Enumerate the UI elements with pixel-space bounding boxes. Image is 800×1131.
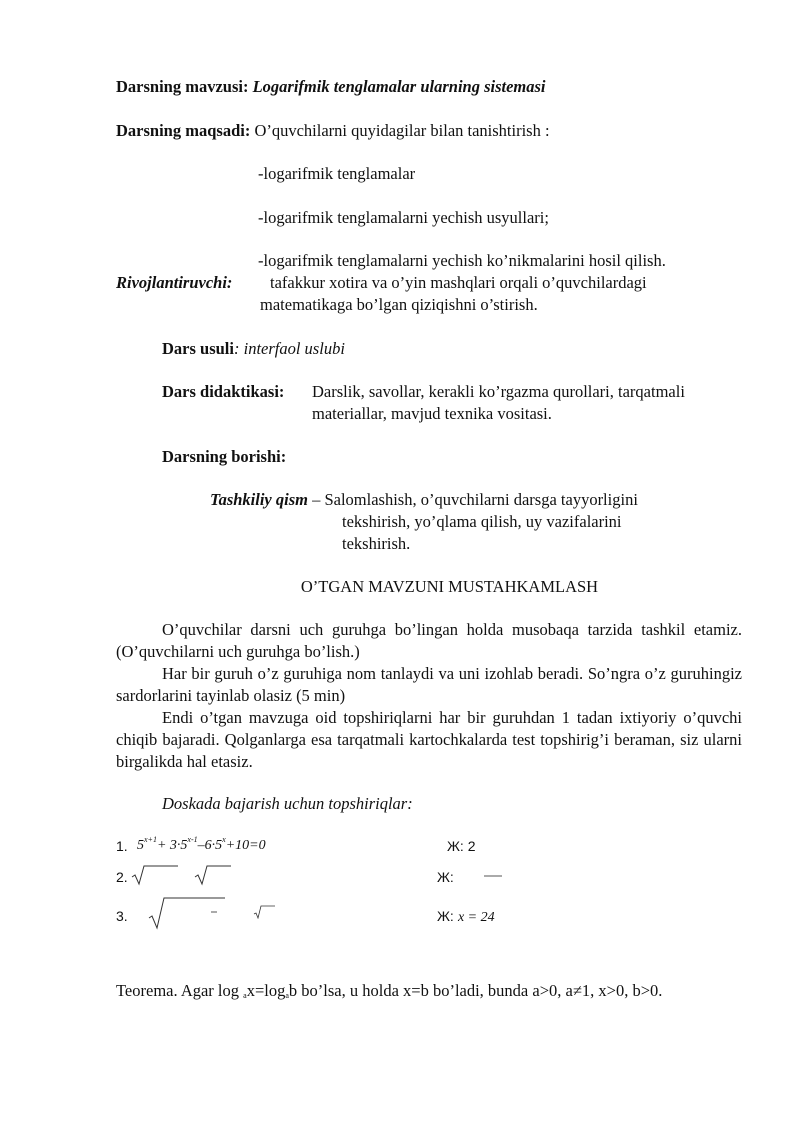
topic-line (116, 76, 546, 98)
task-equation (137, 835, 266, 857)
task-number: 3. (116, 908, 128, 924)
paragraph: Endi o’tgan mavzuga oid topshiriqlarni har bir guruhdan 1 tadan ixtiyoriy o’quvchi chiqib bajaradi. Qolganlarga esa tarqatmali kartochkalarda test topshirig’i beraman, siz ularni birgalikda hal etasiz. (116, 708, 742, 771)
topic-value: Logarifmik tenglamalar ularning sistemasi (252, 77, 546, 96)
method-label: Dars usuli (162, 339, 234, 358)
eq-exponent: x (222, 835, 226, 844)
theorem (116, 980, 662, 1002)
section-title: O’TGAN MAVZUNI MUSTAHKAMLASH (300, 577, 599, 596)
eq-exponent: x+1 (144, 835, 157, 844)
method-value: : interfaol uslubi (233, 339, 345, 358)
organizational-line (210, 489, 638, 511)
didactics-line (162, 381, 284, 403)
theorem-text: Teorema. Agar log (116, 981, 244, 1000)
task-answer (437, 905, 495, 929)
task-answer: Ж: 2 (447, 838, 476, 854)
didactics-text-2: materiallar, mavjud texnika vositasi. (312, 404, 552, 423)
eq-exponent: x-1 (187, 835, 198, 844)
theorem-text: b bo’lsa, u holda x=b bo’ladi, bunda a>0, a≠1, x>0, b>0. (288, 981, 663, 1000)
goal-line (116, 120, 550, 142)
answer-label: Ж: (437, 908, 454, 924)
goal-item: -logarifmik tenglamalarni yechish ko’nikmalarini hosil qilish. (258, 251, 666, 270)
theorem-text: x=log (246, 981, 286, 1000)
goal-item: -logarifmik tenglamalarni yechish usyullari; (258, 208, 549, 227)
eq-term: + 3·5 (156, 838, 188, 853)
organizational-text-3: tekshirish. (342, 534, 411, 553)
sqrt-symbol (147, 896, 227, 930)
organizational-dash: – (307, 490, 325, 509)
organizational-text-2: tekshirish, yo’qlama qilish, uy vazifalarini (342, 512, 622, 531)
tasks-heading: Doskada bajarish uchun topshiriqlar: (162, 794, 413, 813)
paragraph: O’quvchilar darsni uch guruhga bo’lingan holda musobaqa tarzida tashkil etamiz. (O’quvchilarni uch guruhga bo’lish.) (116, 620, 742, 661)
sqrt-symbol (130, 864, 180, 886)
answer-value: x = 24 (457, 910, 495, 925)
task-answer: Ж: (437, 869, 454, 885)
task-number: 2. (116, 869, 128, 885)
paragraph: Har bir guruh o’z guruhiga nom tanlaydi va uni izohlab beradi. So’ngra o’z guruhingiz sardorlarini tayinlab olasiz (5 min) (116, 664, 742, 705)
didactics-label: Dars didaktikasi: (162, 382, 285, 401)
didactics-text-1: Darslik, savollar, kerakli ko’rgazma qurollari, tarqatmali (312, 382, 685, 401)
sqrt-symbol (253, 905, 277, 919)
minus-sign (211, 911, 217, 913)
goal-value: O’quvchilarni quyidagilar bilan tanishtirish : (254, 121, 550, 140)
topic-label: Darsning mavzusi: (116, 77, 249, 96)
eq-term: –6·5 (197, 838, 223, 853)
fraction-bar (484, 875, 502, 877)
developmental-line (116, 272, 232, 294)
eq-term: +10=0 (225, 838, 266, 853)
log-base: a (285, 991, 289, 1000)
eq-term: 5 (137, 838, 144, 853)
task-number: 1. (116, 838, 128, 854)
goal-item: -logarifmik tenglamalar (258, 164, 416, 183)
developmental-text-1: tafakkur xotira va o’yin mashqlari orqali o’quvchilardagi (270, 273, 647, 292)
goal-label: Darsning maqsadi: (116, 121, 251, 140)
method-line (162, 338, 345, 360)
developmental-text-2: matematikaga bo’lgan qiziqishni o’stirish. (260, 295, 538, 314)
log-base: a (243, 991, 247, 1000)
organizational-label: Tashkiliy qism (210, 490, 308, 509)
course-heading: Darsning borishi: (162, 447, 287, 466)
organizational-text-1: Salomlashish, o’quvchilarni darsga tayyorligini (324, 490, 638, 509)
sqrt-symbol (193, 864, 233, 886)
developmental-label: Rivojlantiruvchi: (116, 273, 233, 292)
